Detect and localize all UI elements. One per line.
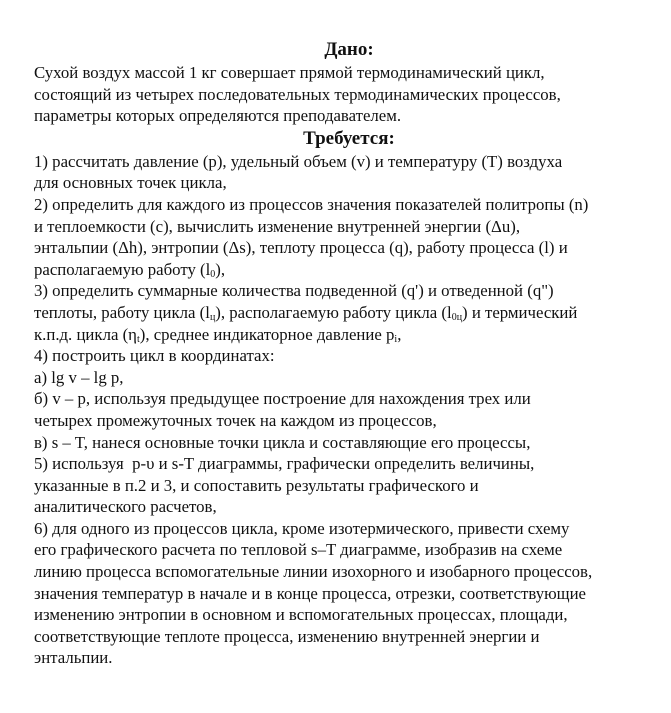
required-line: [34, 237, 664, 259]
text: соответствующие теплоте процесса, изменению внутренней энергии и: [34, 626, 540, 646]
text: ) и термический: [462, 302, 578, 322]
required-line: [34, 518, 664, 540]
text: теплоты, работу цикла (l: [34, 302, 210, 322]
text: а) lg v – lg p,: [34, 367, 124, 387]
subscript: t: [136, 333, 140, 345]
subscript: 0ц: [451, 311, 463, 323]
required-line: [34, 194, 664, 216]
text: к.п.д. цикла (η: [34, 324, 137, 344]
required-line: [34, 280, 664, 302]
required-line: [34, 561, 664, 583]
required-line: [34, 539, 664, 561]
text: ,: [397, 324, 402, 344]
text: располагаемую работу (l: [34, 259, 211, 279]
given-line: Сухой воздух массой 1 кг совершает прямой термодинамический цикл,: [34, 63, 545, 82]
given-heading: Дано:: [324, 39, 374, 60]
required-line: [34, 453, 664, 475]
text: значения температур в начале и в конце процесса, отрезки, соответствующие: [34, 583, 587, 603]
required-line: [34, 496, 664, 518]
text: ), располагаемую работу цикла (l: [215, 302, 452, 322]
required-line: [34, 626, 664, 648]
text: в) s – T, нанеся основные точки цикла и составляющие его процессы,: [34, 432, 531, 452]
text: ), среднее индикаторное давление p: [139, 324, 395, 344]
required-line: [34, 324, 664, 346]
text: его графического расчета по тепловой s–T диаграмме, изобразив на схеме: [34, 540, 563, 560]
text: 1) рассчитать давление (p), удельный объем (v) и температуру (T) воздуха: [34, 151, 563, 171]
required-line: [34, 410, 664, 432]
required-heading: Требуется:: [303, 127, 395, 149]
text: и теплоемкости (c), вычислить изменение внутренней энергии (Δu),: [34, 216, 521, 236]
subscript: 0: [210, 268, 216, 280]
text: четырех промежуточных точек на каждом из процессов,: [34, 410, 437, 430]
given-line: параметры которых определяются преподавателем.: [34, 106, 402, 126]
text: 3) определить суммарные количества подведенной (q') и отведенной (q"): [34, 281, 554, 301]
text: для основных точек цикла,: [34, 173, 227, 193]
text: энтальпии.: [34, 648, 113, 668]
required-line: [34, 475, 664, 497]
given-line: состоящий из четырех последовательных термодинамических процессов,: [34, 84, 561, 104]
required-line: [34, 432, 664, 454]
subscript: i: [394, 333, 398, 345]
required-line: [34, 388, 664, 410]
text: 2) определить для каждого из процессов значения показателей политропы (n): [34, 194, 589, 214]
required-line: [34, 647, 664, 669]
required-line: [34, 583, 664, 605]
text: аналитического расчетов,: [34, 497, 217, 517]
text: линию процесса вспомогательные линии изохорного и изобарного процессов,: [34, 562, 593, 582]
document: [34, 38, 664, 669]
text: указанные в п.2 и 3, и сопоставить результаты графического и: [34, 475, 479, 495]
text: 4) построить цикл в координатах:: [34, 346, 275, 366]
text: энтальпии (Δh), энтропии (Δs), теплоту процесса (q), работу процесса (l) и: [34, 238, 568, 258]
text: б) v – p, используя предыдущее построение для нахождения трех или: [34, 389, 531, 409]
text: 5) используя p-υ и s-T диаграммы, графически определить величины,: [34, 454, 535, 474]
required-line: [34, 216, 664, 238]
required-line: [34, 172, 664, 194]
subscript: ц: [209, 311, 216, 323]
required-line: [34, 151, 664, 173]
required-line: [34, 604, 664, 626]
required-line: [34, 259, 664, 281]
required-line: [34, 367, 664, 389]
required-line: [34, 302, 664, 324]
required-line: [34, 345, 664, 367]
text: 6) для одного из процессов цикла, кроме изотермического, привести схему: [34, 518, 570, 538]
text: ),: [215, 259, 226, 279]
text: изменению энтропии в основном и вспомогательных процессах, площади,: [34, 605, 568, 625]
